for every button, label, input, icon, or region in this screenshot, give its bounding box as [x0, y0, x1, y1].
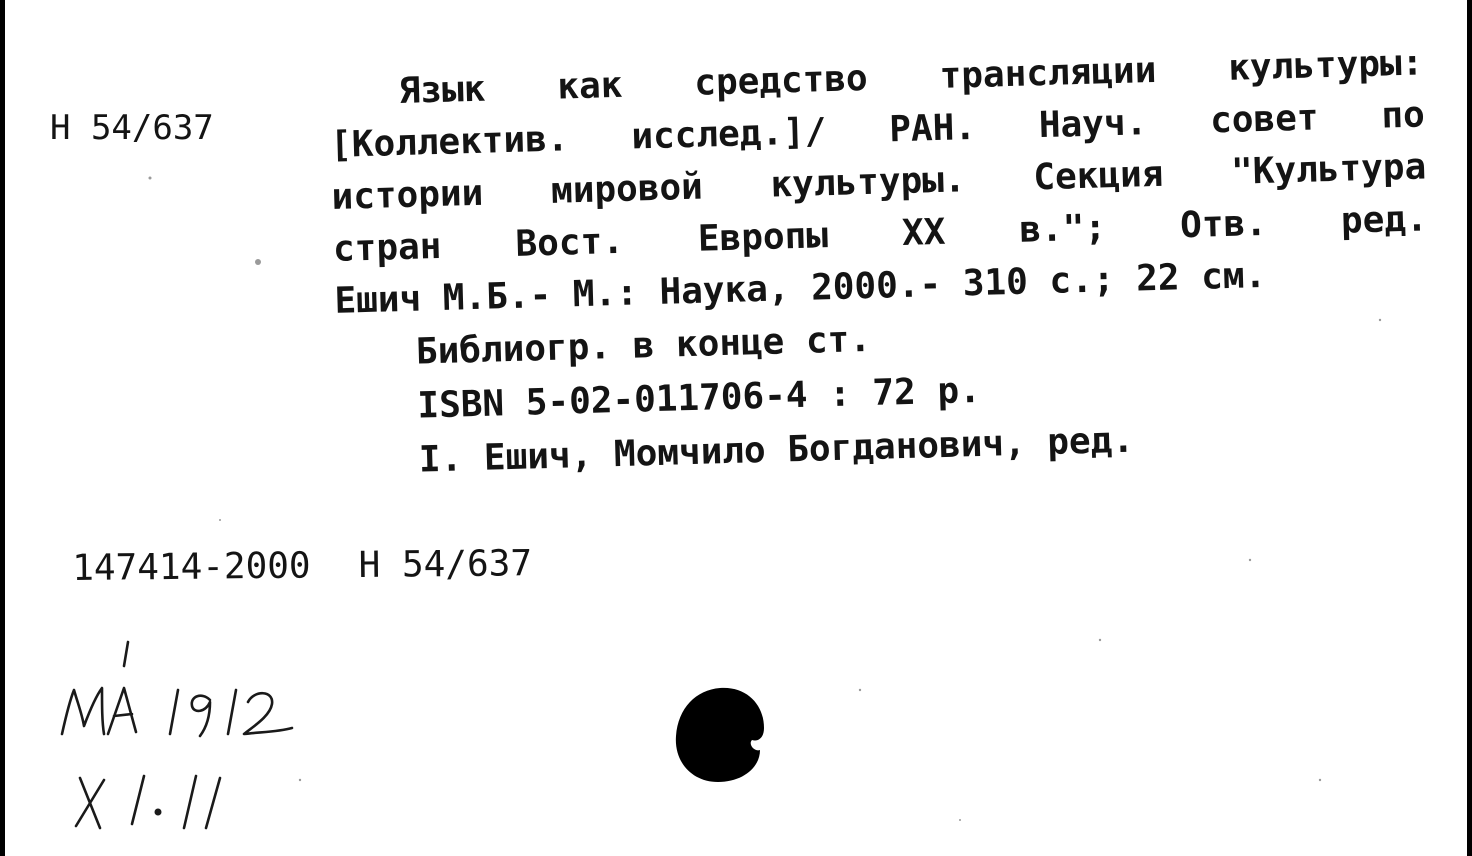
- inventory-number: 147414-2000: [72, 545, 311, 589]
- handwritten-letter-a: [108, 688, 136, 734]
- description-line: Ешич М.Б.- М.: Наука, 2000.- 310 с.; 22 см.: [333, 254, 1267, 322]
- isbn-price-note: ISBN 5-02-011706-4 : 72 р.: [416, 369, 982, 427]
- handwritten-letter-m: [62, 688, 104, 734]
- description-line: [Коллектив. исслед.]/ РАН. Науч. совет по: [329, 94, 1426, 166]
- punch-hole: [668, 682, 772, 786]
- handwritten-digit-11b: [206, 778, 220, 828]
- handwritten-digit-2: [244, 693, 292, 734]
- handwritten-digit-1b: [228, 690, 236, 734]
- handwritten-annotation: [40, 630, 360, 850]
- card-right-edge: [1467, 0, 1472, 856]
- handwritten-digit-11a: [184, 776, 196, 828]
- footer-shelf-mark: Н 54/637: [358, 543, 533, 586]
- handwritten-letter-x: [76, 778, 104, 828]
- shelf-mark: Н 54/637: [50, 108, 214, 148]
- card-left-edge: [0, 0, 5, 856]
- handwritten-letter-i: [132, 776, 144, 824]
- bibliography-note: Библиогр. в конце ст.: [415, 318, 872, 373]
- footer-line: [72, 543, 532, 589]
- handwritten-dot: [155, 809, 162, 816]
- editor-entry-note: I. Ешич, Момчило Богданович, ред.: [418, 419, 1135, 481]
- description-line: истории мировой культуры. Секция "Культура: [331, 146, 1427, 218]
- description-line: Язык как средство трансляции культуры:: [398, 42, 1424, 113]
- handwritten-digit-9: [192, 696, 210, 736]
- handwritten-digit-1: [170, 690, 178, 734]
- description-line: стран Вост. Европы XX в."; Отв. ред.: [332, 198, 1429, 270]
- bibliographic-description: [328, 37, 1449, 490]
- handwritten-mark-1: [124, 642, 128, 666]
